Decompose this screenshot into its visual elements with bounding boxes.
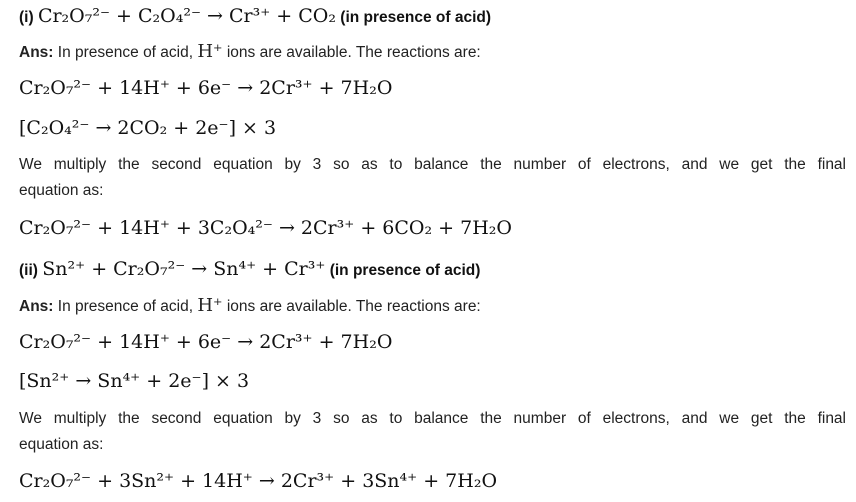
answer-1-ion: H⁺ — [197, 41, 223, 62]
paragraph-2-line-1: We multiply the second equation by 3 so as to balance the number of electrons, and we get the final — [19, 410, 846, 427]
equation-1b: [C₂O₄²⁻ → 2CO₂ + 2e⁻] × 3 — [19, 117, 277, 139]
question-2-heading — [19, 258, 480, 280]
paragraph-1-line-1: We multiply the second equation by 3 so as to balance the number of electrons, and we get the final — [19, 156, 846, 173]
question-2-equation: Sn²⁺ + Cr₂O₇²⁻ → Sn⁴⁺ + Cr³⁺ — [42, 258, 326, 280]
answer-2-text-after: ions are available. The reactions are: — [222, 298, 481, 315]
paragraph-2-line-2: equation as: — [19, 436, 104, 453]
equation-2-final: Cr₂O₇²⁻ + 3Sn²⁺ + 14H⁺ → 2Cr³⁺ + 3Sn⁴⁺ + 7H₂O — [19, 470, 498, 492]
equation-1-final: Cr₂O₇²⁻ + 14H⁺ + 3C₂O₄²⁻ → 2Cr³⁺ + 6CO₂ + 7H₂O — [19, 217, 512, 239]
question-2-condition: (in presence of acid) — [325, 262, 481, 279]
paragraph-1-line-2: equation as: — [19, 182, 104, 199]
answer-1-label: Ans: — [19, 44, 54, 61]
answer-2-label: Ans: — [19, 298, 54, 315]
question-1-number: (i) — [19, 9, 38, 26]
answer-1-text-before: In presence of acid, — [53, 44, 198, 61]
answer-2-intro — [19, 295, 481, 316]
answer-2-text-before: In presence of acid, — [53, 298, 198, 315]
question-1-equation: Cr₂O₇²⁻ + C₂O₄²⁻ → Cr³⁺ + CO₂ — [37, 5, 336, 27]
answer-1-intro — [19, 41, 481, 62]
answer-2-ion: H⁺ — [197, 295, 223, 316]
question-2-number: (ii) — [19, 262, 43, 279]
equation-2b: [Sn²⁺ → Sn⁴⁺ + 2e⁻] × 3 — [19, 370, 250, 392]
answer-1-text-after: ions are available. The reactions are: — [222, 44, 481, 61]
question-1-condition: (in presence of acid) — [336, 9, 492, 26]
equation-1a: Cr₂O₇²⁻ + 14H⁺ + 6e⁻ → 2Cr³⁺ + 7H₂O — [19, 77, 393, 99]
question-1-heading — [19, 5, 491, 27]
equation-2a: Cr₂O₇²⁻ + 14H⁺ + 6e⁻ → 2Cr³⁺ + 7H₂O — [19, 331, 393, 353]
